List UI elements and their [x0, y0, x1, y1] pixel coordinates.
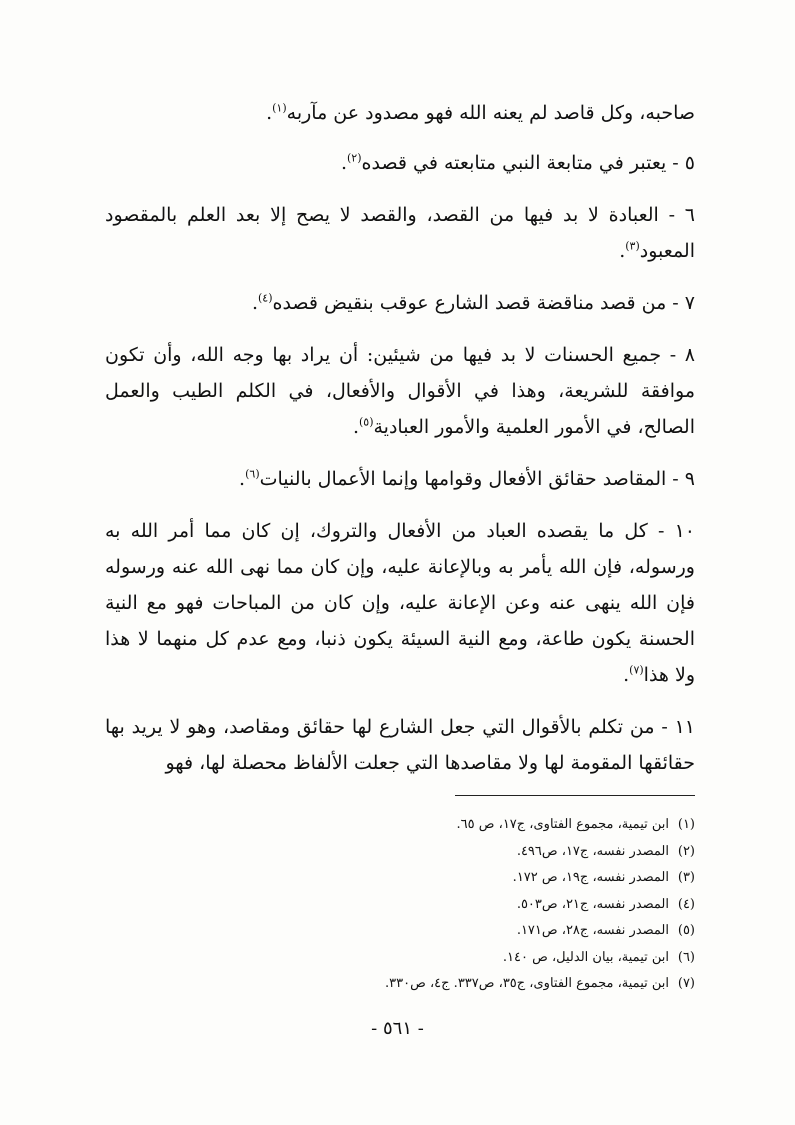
footnote-ref-5[interactable]: (٥) — [358, 415, 374, 429]
paragraph-7: ٧ - من قصد مناقضة قصد الشارع عوقب بنقيض قصده$^{(٤)}$. — [251, 291, 695, 314]
footnote-item: (٥)المصدر نفسه، ج٢٨، ص١٧١. — [516, 923, 695, 938]
paragraph-5: ٥ - يعتبر في متابعة النبي متابعته في قصده$^{(٢)}$. — [340, 151, 695, 174]
footnote-item: (٦)ابن تيمية، بيان الدليل، ص ١٤٠. — [502, 949, 695, 965]
footnote-ref-4[interactable]: (٤) — [257, 291, 273, 305]
paragraph-6: ٦ - العبادة لا بد فيها من القصد، والقصد لا يصح إلا بعد العلم بالمقصود المعبود$^{(٣)}$. — [105, 204, 695, 262]
main-text — [105, 95, 695, 797]
footnote-item: (٧)ابن تيمية، مجموع الفتاوى، ج٣٥، ص٣٣٧. ج٤، ص٣٣٠. — [385, 976, 695, 991]
paragraph-11: ١١ - من تكلم بالأقوال التي جعل الشارع لها حقائق ومقاصد، وهو لا يريد بها حقائقها المقومة لها ولا مقاصدها التي جعلت الألفاظ محصلة لها، فهو — [105, 716, 695, 774]
page-number: - ٥٦١ - — [371, 1018, 424, 1039]
footnote-ref-1[interactable]: (١) — [272, 101, 287, 115]
paragraph-9: ٩ - المقاصد حقائق الأفعال وقوامها وإنما الأعمال بالنيات$^{(٦)}$. — [239, 467, 695, 490]
footnote-ref-3[interactable]: (٣) — [625, 239, 640, 253]
paragraph-1: صاحبه، وكل قاصد لم يعنه الله فهو مصدود عن مآربه$^{(١)}$. — [266, 101, 695, 124]
footnotes — [300, 812, 695, 998]
footnote-item: (١)ابن تيمية، مجموع الفتاوى، ج١٧، ص ٦٥. — [456, 817, 695, 832]
footnote-item: (٢)المصدر نفسه، ج١٧، ص٤٩٦. — [516, 843, 695, 859]
footnote-ref-6[interactable]: (٦) — [245, 467, 260, 481]
paragraph-10: ١٠ - كل ما يقصده العباد من الأفعال والتروك، إن كان مما أمر الله به ورسوله، فإن الله يأمر به وبالإعانة عليه، وإن كان مما نهى الله عنه ورسوله فإن الله ينهى عنه وعن الإعانة عليه، وإن كان من المباحات فهو مع النية الحسنة يكون طاعة، ومع النية السيئة يكون ذنبا، ومع عدم كل منهما لا هذا ولا هذا$^{(٧)}$. — [105, 520, 695, 686]
footnote-ref-2[interactable]: (٢) — [347, 151, 362, 165]
footnote-separator — [455, 795, 695, 796]
footnote-item: (٤)المصدر نفسه، ج٢١، ص٥٠٣. — [516, 896, 695, 912]
paragraph-8: ٨ - جميع الحسنات لا بد فيها من شيئين: أن يراد بها وجه الله، وأن تكون موافقة للشريعة، وهذا في الأقوال والأفعال، في الكلم الطيب والعمل الصالح، في الأمور العلمية والأمور العبادية$^{(٥)}$. — [105, 344, 695, 438]
footnote-ref-7[interactable]: (٧) — [629, 663, 644, 677]
footnote-item: (٣)المصدر نفسه، ج١٩، ص ١٧٢. — [512, 870, 695, 885]
